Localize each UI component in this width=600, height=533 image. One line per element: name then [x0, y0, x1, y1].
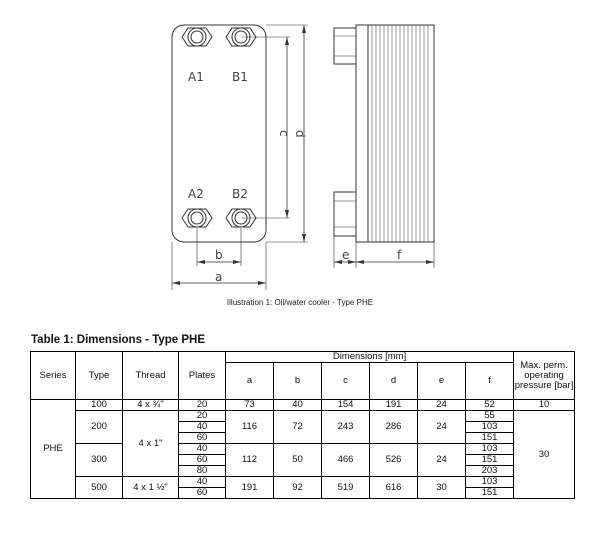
cell-type-500: 500 [76, 477, 123, 499]
cell-d: 191 [370, 400, 418, 411]
cell-pressure-30: 30 [514, 411, 575, 499]
header-e: e [418, 363, 466, 400]
cell-f: 103 [466, 422, 514, 433]
dim-label-c: c [277, 130, 291, 137]
cell-c: 154 [322, 400, 370, 411]
cell-thread-200-300: 4 x 1" [123, 411, 179, 477]
cell-series: PHE [31, 400, 76, 499]
cell-d: 526 [370, 444, 418, 477]
cell-plates: 80 [179, 466, 226, 477]
cell-plates: 60 [179, 433, 226, 444]
port-label-a1: A1 [188, 70, 204, 84]
cell-b: 50 [274, 444, 322, 477]
dim-label-d: d [293, 130, 307, 138]
cell-a: 112 [226, 444, 274, 477]
cell-f: 103 [466, 477, 514, 488]
cell-e: 24 [418, 444, 466, 477]
cell-thread-500: 4 x 1 ½" [123, 477, 179, 499]
dim-label-b: b [215, 248, 223, 262]
cell-plates: 40 [179, 422, 226, 433]
cell-f: 52 [466, 400, 514, 411]
plate-front-outline [172, 25, 266, 242]
cell-plates: 20 [179, 400, 226, 411]
cell-b: 72 [274, 411, 322, 444]
header-thread: Thread [123, 352, 179, 400]
cell-type-300: 300 [76, 444, 123, 477]
dim-label-e: e [342, 248, 350, 262]
cell-type-100: 100 [76, 400, 123, 411]
cell-e: 24 [418, 400, 466, 411]
header-plates: Plates [179, 352, 226, 400]
cell-f: 55 [466, 411, 514, 422]
dim-label-a: a [215, 270, 223, 284]
cell-d: 286 [370, 411, 418, 444]
port-label-a2: A2 [188, 187, 204, 201]
cell-a: 191 [226, 477, 274, 499]
header-dimensions: Dimensions [mm] [226, 352, 514, 363]
cell-f: 151 [466, 455, 514, 466]
cell-c: 519 [322, 477, 370, 499]
cell-a: 73 [226, 400, 274, 411]
header-type: Type [76, 352, 123, 400]
plate-side-view [334, 25, 434, 242]
cell-b: 92 [274, 477, 322, 499]
port-a1-icon [182, 28, 212, 46]
header-c: c [322, 363, 370, 400]
header-pressure: Max. perm. operating pressure [bar] [514, 352, 575, 400]
cell-c: 243 [322, 411, 370, 444]
cell-b: 40 [274, 400, 322, 411]
cell-plates: 20 [179, 411, 226, 422]
header-series: Series [31, 352, 76, 400]
cell-type-200: 200 [76, 411, 123, 444]
header-f: f [466, 363, 514, 400]
cell-f: 103 [466, 444, 514, 455]
table-title: Table 1: Dimensions - Type PHE [31, 334, 206, 346]
dimensions-table [30, 351, 575, 499]
port-a2-icon [182, 209, 212, 227]
cell-thread-100: 4 x ¾" [123, 400, 179, 411]
cell-a: 116 [226, 411, 274, 444]
cell-plates: 60 [179, 488, 226, 499]
header-d: d [370, 363, 418, 400]
cell-c: 466 [322, 444, 370, 477]
port-label-b2: B2 [232, 187, 248, 201]
cell-e: 30 [418, 477, 466, 499]
header-b: b [274, 363, 322, 400]
illustration-caption: Illustration 1: Oil/water cooler - Type PHE [226, 298, 374, 307]
cell-e: 24 [418, 411, 466, 444]
cell-plates: 40 [179, 477, 226, 488]
cell-f: 203 [466, 466, 514, 477]
cell-f: 151 [466, 488, 514, 499]
cell-pressure-10: 10 [514, 400, 575, 411]
cell-f: 151 [466, 433, 514, 444]
cell-plates: 60 [179, 455, 226, 466]
cell-d: 616 [370, 477, 418, 499]
header-a: a [226, 363, 274, 400]
cell-plates: 40 [179, 444, 226, 455]
dim-label-f: f [397, 248, 402, 262]
port-label-b1: B1 [232, 70, 248, 84]
